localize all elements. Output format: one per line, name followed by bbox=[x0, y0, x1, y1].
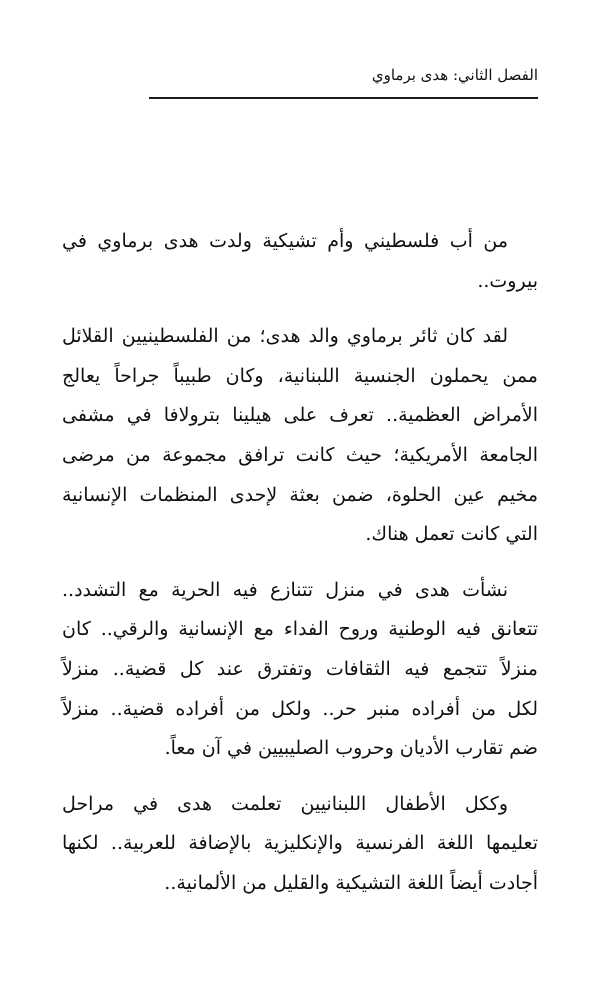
text-line: الجامعة الأمريكية؛ حيث كانت ترافق مجموعة من مرضى bbox=[62, 443, 538, 466]
paragraph-1 bbox=[62, 222, 538, 301]
text-line: الأمراض العظمية.. تعرف على هيلينا بترولافا في مشفى bbox=[62, 404, 538, 427]
text-line: ضم تقارب الأديان وحروب الصليبيين في آن معاً. bbox=[164, 737, 538, 760]
text-line: أجادت أيضاً اللغة التشيكية والقليل من الألمانية.. bbox=[164, 871, 538, 894]
header-rule bbox=[149, 97, 538, 99]
text-line: مخيم عين الحلوة، ضمن بعثة لإحدى المنظمات الإنسانية bbox=[62, 483, 538, 506]
text-line: نشأت هدى في منزل تتنازع فيه الحرية مع التشدد.. bbox=[62, 578, 508, 601]
text-line: لقد كان ثائر برماوي والد هدى؛ من الفلسطينيين القلائل bbox=[62, 325, 508, 348]
text-line: وككل الأطفال اللبنانيين تعلمت هدى في مراحل bbox=[62, 792, 508, 815]
text-line: تعليمها اللغة الفرنسية والإنكليزية بالإضافة للعربية.. لكنها bbox=[62, 832, 538, 855]
running-header: الفصل الثاني: هدى برماوي bbox=[371, 66, 538, 84]
text-line: تتعانق فيه الوطنية وروح الفداء مع الإنسانية والرقي.. كان bbox=[62, 618, 538, 641]
text-line: التي كانت تعمل هناك. bbox=[365, 523, 538, 546]
text-line: لكل من أفراده منبر حر.. ولكل من أفراده قضية.. منزلاً bbox=[62, 697, 538, 720]
paragraph-2 bbox=[62, 317, 538, 555]
text-line: منزلاً تتجمع فيه الثقافات وتفترق عند كل قضية.. منزلاً bbox=[62, 657, 538, 680]
paragraph-3 bbox=[62, 571, 538, 769]
body-text bbox=[62, 222, 538, 920]
paragraph-4 bbox=[62, 785, 538, 904]
text-line: من أب فلسطيني وأم تشيكية ولدت هدى برماوي في bbox=[62, 230, 508, 252]
text-line: ممن يحملون الجنسية اللبنانية، وكان طبيباً جراحاً يعالج bbox=[62, 364, 538, 387]
text-line: بيروت.. bbox=[477, 269, 538, 292]
